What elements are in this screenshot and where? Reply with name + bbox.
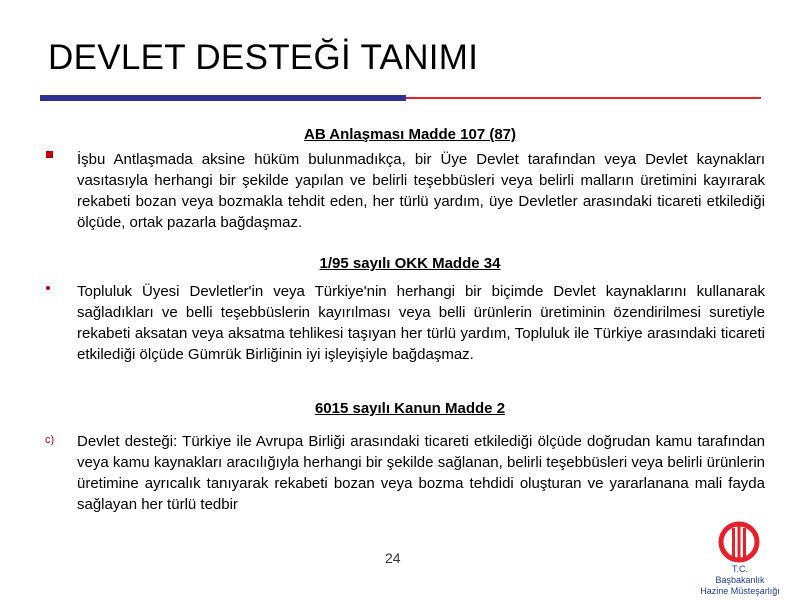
section-heading-law-6015: 6015 sayılı Kanun Madde 2 bbox=[314, 400, 506, 417]
section-heading-okk: 1/95 sayılı OKK Madde 34 bbox=[319, 255, 501, 272]
slide-title: DEVLET DESTEĞİ TANIMI bbox=[48, 38, 479, 77]
treasury-emblem-icon bbox=[715, 520, 763, 564]
logo-line-hazine: Hazine Müsteşarlığı bbox=[700, 586, 780, 596]
title-rule-red bbox=[406, 97, 761, 99]
section-text-ab-treaty: İşbu Antlaşmada aksine hüküm bulunmadıkça, bir Üye Devlet tarafından veya Devlet kaynakları vasıtasıyla herhangi bir şekilde yapılan ve belirli teşebbüsleri veya belirli malların üretimini kayırarak rekabeti bozan veya bozmakla tehdit eden, her türlü yardım, üye Devletler arasındaki ticareti etkilediği ölçüde, ortak pazarla bağdaşmaz. bbox=[77, 151, 765, 231]
logo-line-basbakanlik: Başbakanlık bbox=[715, 575, 765, 585]
page-number: 24 bbox=[385, 550, 401, 566]
logo bbox=[695, 520, 785, 600]
square-bullet-icon bbox=[46, 151, 53, 158]
title-rule-blue bbox=[40, 95, 406, 101]
section-text-law-6015: Devlet desteği: Türkiye ile Avrupa Birliği arasındaki ticareti etkilediği ölçüde doğrudan kamu tarafından veya kamu kaynakları aracılığıyla herhangi bir şekilde sağlanan, belirli teşebbüsleri veya belirli ürünlerin üretimine ayrıcalık tanıyarak rekabeti bozan veya bozma tehdidi oluşturan ve yararlanana mali fayda sağlayan her türlü tedbir bbox=[77, 433, 765, 513]
list-marker-c: c) bbox=[45, 434, 55, 446]
section-heading-ab-treaty: AB Anlaşması Madde 107 (87) bbox=[303, 126, 517, 143]
section-text-okk: Topluluk Üyesi Devletler'in veya Türkiye'nin herhangi bir biçimde Devlet kaynaklarını kullanarak sağladıkları ve belli teşebbüslerin kayırılması veya belli ürünlerin üretiminin özendirilmesi suretiyle rekabeti aksatan veya aksatma tehlikesi taşıyan her türlü yardım, Topluluk ile Türkiye arasındaki ticareti etkilediği ölçüde Gümrük Birliğinin iyi işleyişiyle bağdaşmaz. bbox=[77, 283, 765, 363]
dot-bullet-icon bbox=[46, 286, 50, 290]
logo-line-tc: T.C. bbox=[731, 564, 748, 574]
